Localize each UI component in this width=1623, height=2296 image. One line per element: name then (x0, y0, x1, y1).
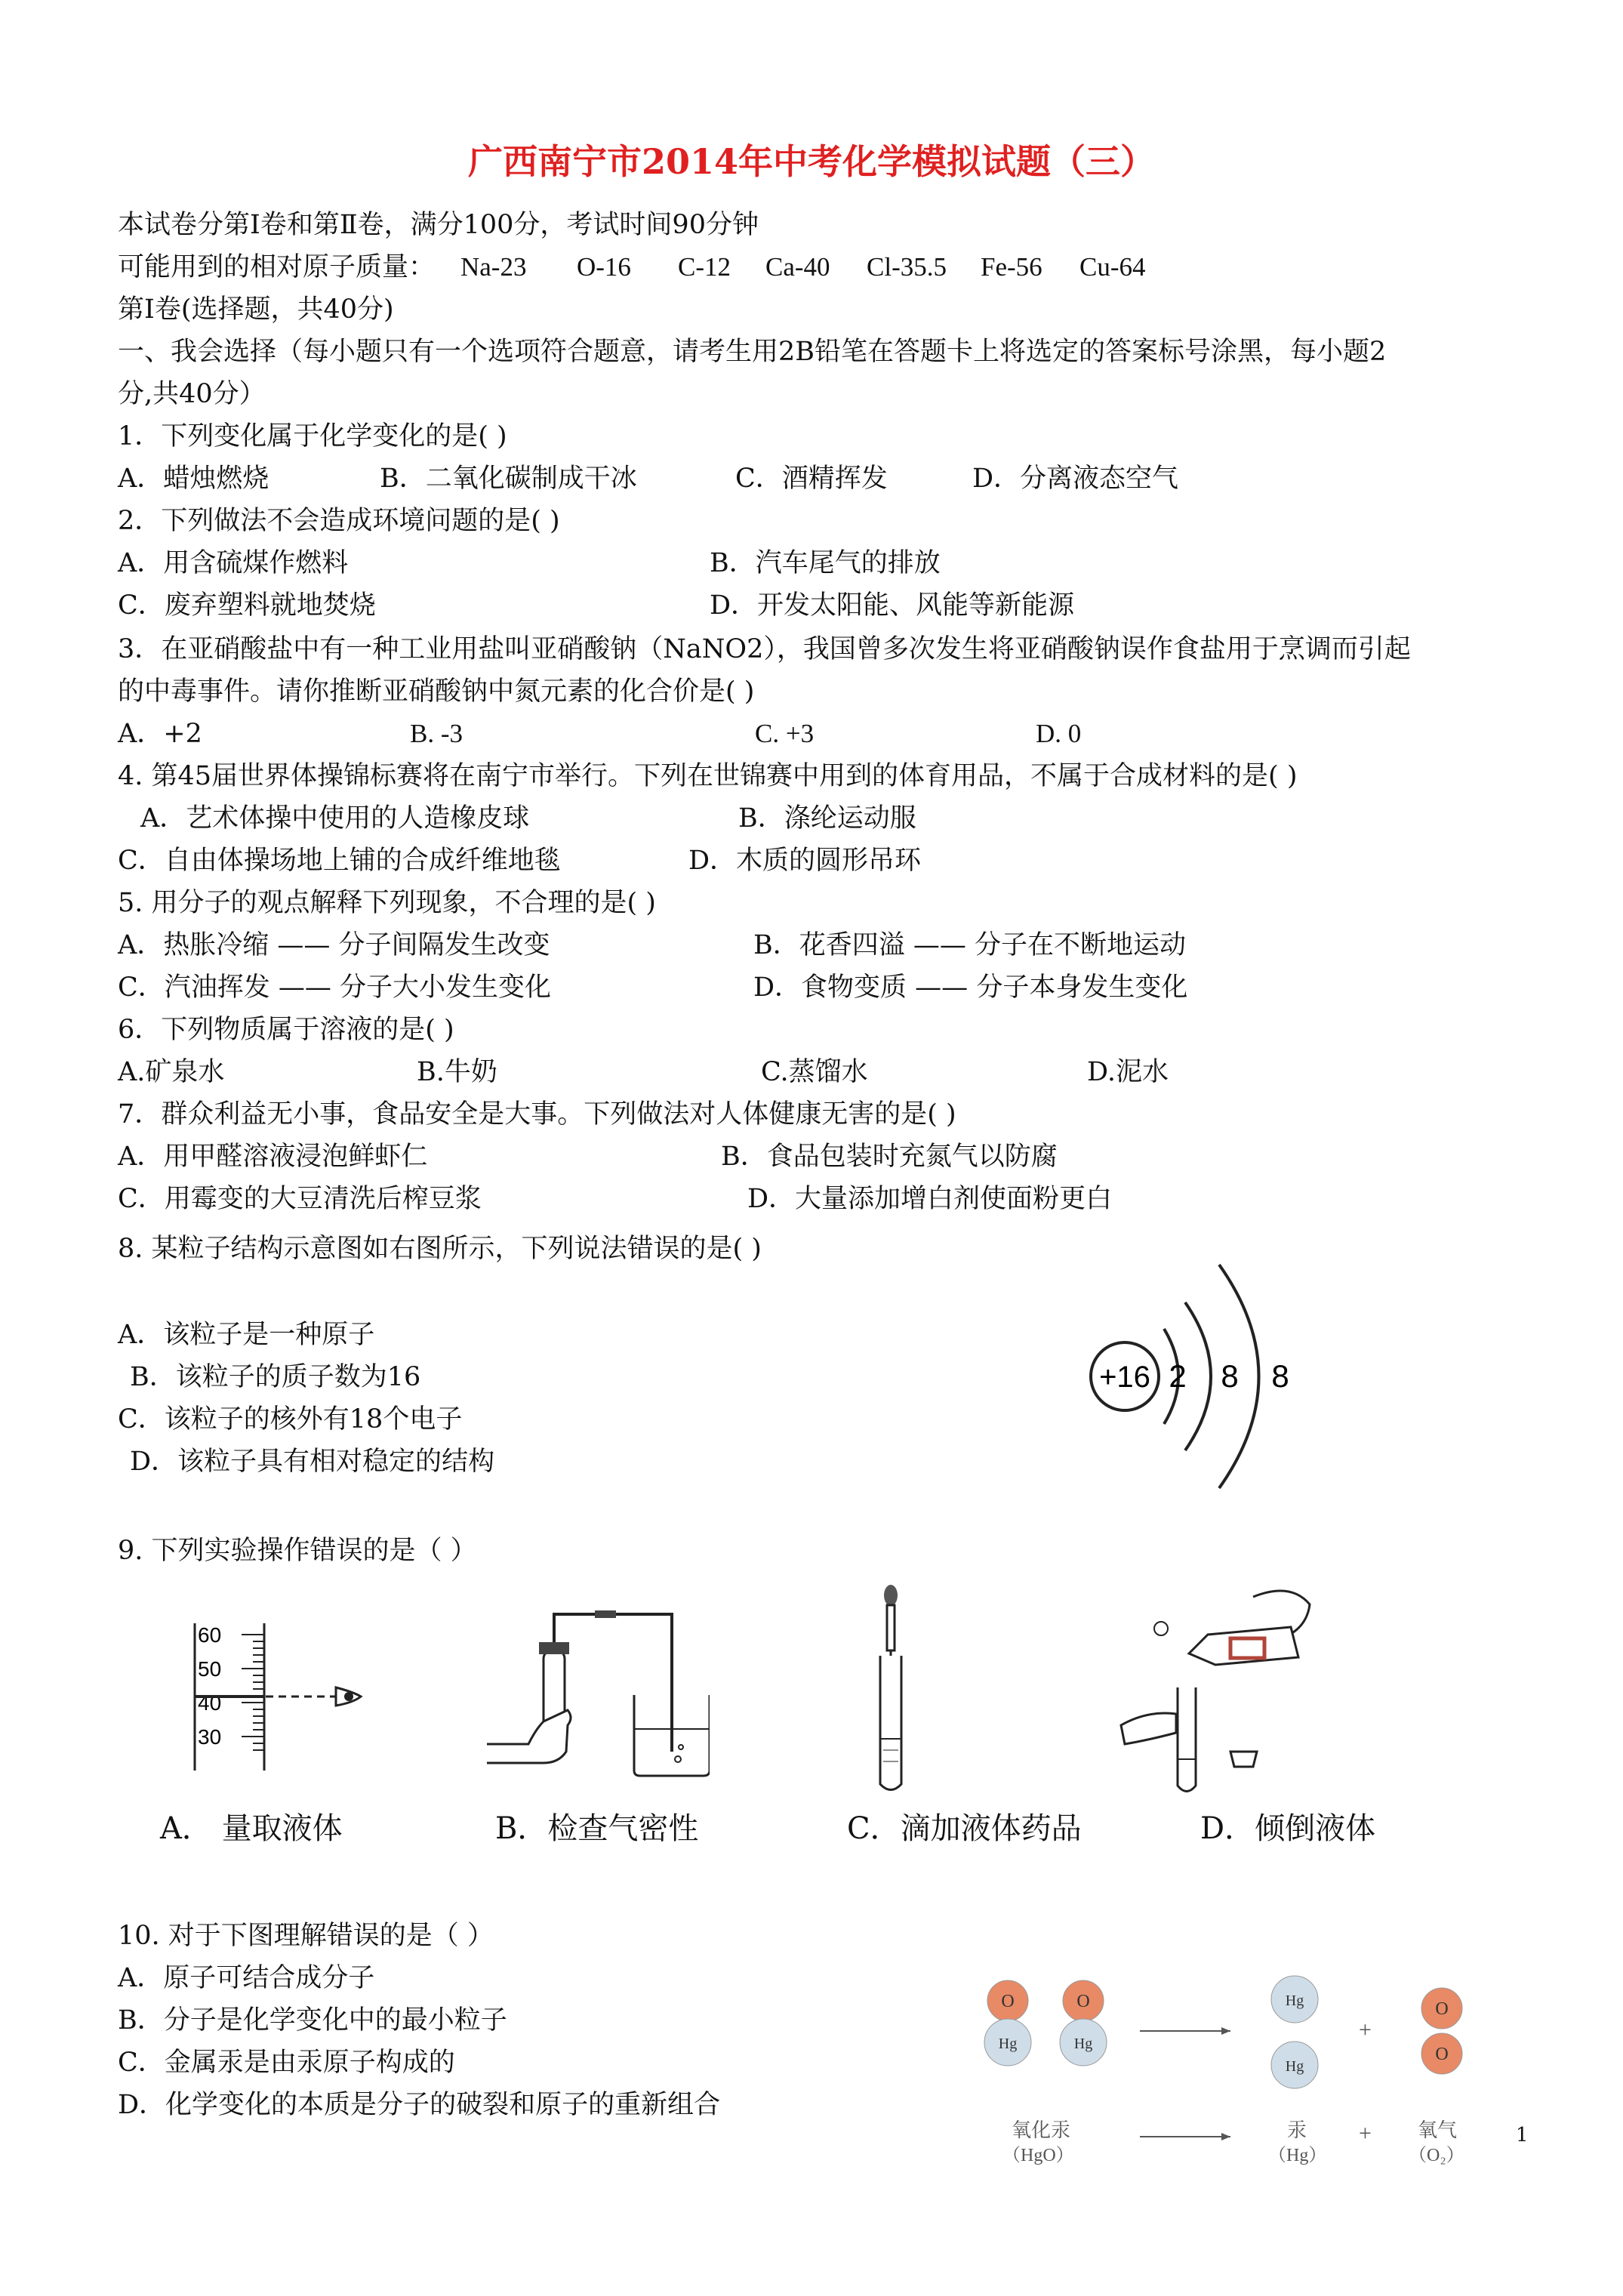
oxygen-symbol: O (1076, 1992, 1090, 2011)
arrow-head (1221, 2027, 1230, 2035)
delivery-tube (554, 1614, 672, 1752)
mercury-symbol: Hg (998, 2036, 1018, 2052)
question-stem: 4. 第45届世界体操锦标赛将在南宁市举行。下列在世锦赛中用到的体育用品，不属于合成材料的是( ) (118, 761, 1298, 791)
atom-structure-diagram (1072, 1246, 1313, 1502)
mass-na: Na-23 (460, 252, 527, 282)
option-a: A．用甲醛溶液浸泡鲜虾仁 (118, 1142, 428, 1172)
option-d: D．化学变化的本质是分子的破裂和原子的重新组合 (118, 2090, 721, 2120)
option-d: D．该粒子具有相对稳定的结构 (130, 1447, 495, 1477)
option-d: D.泥水 (1087, 1057, 1169, 1087)
shell-electrons-1: 2 (1169, 1358, 1187, 1394)
formula-o2: （O₂） (1409, 2146, 1464, 2165)
test-tube (880, 1656, 901, 1790)
bottle-cap (1154, 1622, 1168, 1635)
intro-line: 本试卷分第Ⅰ卷和第Ⅱ卷，满分100分，考试时间90分钟 (118, 210, 759, 240)
hand-holding-tube (1121, 1713, 1176, 1744)
mercury-symbol: Hg (1285, 2058, 1304, 2075)
formula-hgo: （HgO） (1002, 2146, 1074, 2165)
oxygen-symbol: O (1435, 1999, 1449, 2019)
option-a: A．用含硫煤作燃料 (118, 548, 349, 578)
stopper-on-table (1230, 1752, 1257, 1767)
option-a: A． 量取液体 (160, 1811, 343, 1846)
question-stem: 10. 对于下图理解错误的是（ ） (118, 1921, 494, 1951)
graduated-cylinder-figure (181, 1620, 377, 1778)
bubble (679, 1745, 683, 1749)
dropper-figure (861, 1584, 921, 1795)
mass-fe: Fe-56 (981, 252, 1042, 282)
dropper-tube (887, 1605, 895, 1650)
label-hg: 汞 (1287, 2119, 1307, 2141)
label-o2: 氧气 (1418, 2119, 1458, 2141)
pouring-figure (1117, 1582, 1313, 1801)
option-d: D．倾倒液体 (1200, 1811, 1376, 1846)
question-stem: 8. 某粒子结构示意图如右图所示，下列说法错误的是( ) (118, 1234, 762, 1264)
oxygen-symbol: O (1001, 1992, 1015, 2011)
hand (487, 1710, 571, 1763)
option-c: C．金属汞是由汞原子构成的 (118, 2048, 455, 2078)
option-c: C．废弃塑料就地焚烧 (118, 590, 376, 621)
option-c: C．用霉变的大豆清洗后榨豆浆 (118, 1184, 482, 1214)
shell-electrons-2: 8 (1221, 1358, 1239, 1394)
eye-pupil (344, 1692, 353, 1701)
option-b: B.牛奶 (417, 1057, 497, 1087)
mercury-symbol: Hg (1073, 2036, 1093, 2052)
oxygen-symbol: O (1435, 2045, 1449, 2064)
part-heading: 第Ⅰ卷(选择题，共40分) (118, 294, 394, 325)
option-c: C．滴加液体药品 (847, 1811, 1082, 1846)
option-a: A．原子可结合成分子 (118, 1963, 375, 1993)
option-c: C.蒸馏水 (761, 1057, 868, 1087)
option-b: B．二氧化碳制成干冰 (380, 464, 637, 494)
molecule-reaction-diagram (951, 1955, 1495, 2182)
option-b: B．食品包装时充氮气以防腐 (721, 1142, 1058, 1172)
question-stem: 6．下列物质属于溶液的是( ) (118, 1015, 454, 1045)
bubble (675, 1756, 681, 1762)
plus-sign: + (1359, 2017, 1372, 2042)
tick-label: 30 (198, 1725, 222, 1749)
option-c: C．酒精挥发 (735, 464, 888, 494)
shell-arc-2 (1185, 1302, 1211, 1450)
section-line-2: 分,共40分） (118, 379, 266, 409)
option-b: B．该粒子的质子数为16 (130, 1362, 421, 1392)
option-c: C．自由体操场地上铺的合成纤维地毯 (118, 846, 561, 876)
option-d: D．分离液态空气 (972, 464, 1179, 494)
mass-ca: Ca-40 (765, 252, 830, 282)
section-line-1: 一、我会选择（每小题只有一个选项符合题意，请考生用2B铅笔在答题卡上将选定的答案标号涂黑，每小题2 (118, 337, 1387, 367)
arrow-head (1221, 2133, 1230, 2140)
option-d: D．木质的圆形吊环 (688, 846, 922, 876)
option-b: B．涤纶运动服 (738, 803, 916, 834)
shell-electrons-3: 8 (1271, 1358, 1289, 1394)
option-a: A．该粒子是一种原子 (118, 1320, 375, 1350)
label-hgo: 氧化汞 (1012, 2119, 1071, 2141)
option-b: B．检查气密性 (495, 1811, 699, 1846)
option-a: A．热胀冷缩 —— 分子间隔发生改变 (118, 930, 550, 960)
option-c: C．汽油挥发 —— 分子大小发生变化 (118, 972, 552, 1003)
tick-label: 40 (198, 1691, 222, 1715)
option-c: C. +3 (755, 719, 815, 748)
mass-o: O-16 (577, 252, 631, 282)
page-title: 广西南宁市2014年中考化学模拟试题（三） (467, 141, 1156, 182)
option-c: C．该粒子的核外有18个电子 (118, 1404, 463, 1435)
tick-label: 60 (198, 1623, 222, 1647)
option-d: D．食物变质 —— 分子本身发生变化 (753, 972, 1188, 1003)
question-stem: 1．下列变化属于化学变化的是( ) (118, 421, 507, 451)
option-a: A．蜡烛燃烧 (118, 464, 269, 494)
option-b: B．分子是化学变化中的最小粒子 (118, 2005, 507, 2036)
option-b: B．汽车尾气的排放 (710, 548, 941, 578)
option-d: D．开发太阳能、风能等新能源 (710, 590, 1075, 621)
test-tube (1178, 1687, 1196, 1792)
option-b: B. -3 (410, 719, 463, 748)
question-stem: 2．下列做法不会造成环境问题的是( ) (118, 506, 560, 536)
nucleus-charge: +16 (1099, 1361, 1150, 1394)
option-a: A．+2 (118, 719, 202, 749)
question-stem: 5. 用分子的观点解释下列现象，不合理的是( ) (118, 888, 656, 918)
mercury-symbol: Hg (1285, 1992, 1304, 2009)
option-d: D．大量添加增白剂使面粉更白 (747, 1184, 1113, 1214)
tick-label: 50 (198, 1657, 222, 1681)
question-stem: 7．群众利益无小事，食品安全是大事。下列做法对人体健康无害的是( ) (118, 1099, 956, 1130)
page-number: 1 (1516, 2124, 1529, 2147)
option-b: B．花香四溢 —— 分子在不断地运动 (753, 930, 1186, 960)
mass-c: C-12 (678, 252, 731, 282)
stopper (539, 1642, 569, 1654)
formula-hg: （Hg） (1268, 2146, 1327, 2165)
mass-cl: Cl-35.5 (867, 252, 947, 282)
dropper-bulb (884, 1585, 898, 1606)
question-stem: 的中毒事件。请你推断亚硝酸钠中氮元素的化合价是( ) (118, 676, 755, 707)
tube-connector (595, 1610, 616, 1618)
option-d: D. 0 (1036, 719, 1082, 748)
question-stem: 3．在亚硝酸盐中有一种工业用盐叫亚硝酸钠（NaNO2），我国曾多次发生将亚硝酸钠误作食盐用于烹调而引起 (118, 634, 1411, 664)
option-a: A．艺术体操中使用的人造橡皮球 (140, 803, 530, 834)
scale-ticks (242, 1635, 264, 1750)
masses-label: 可能用到的相对原子质量： (118, 252, 436, 282)
option-a: A.矿泉水 (118, 1057, 225, 1087)
mass-cu: Cu-64 (1079, 252, 1146, 282)
question-stem: 9. 下列实验操作错误的是（ ） (118, 1536, 477, 1566)
plus-sign: + (1359, 2121, 1372, 2146)
airtightness-figure (483, 1608, 710, 1782)
